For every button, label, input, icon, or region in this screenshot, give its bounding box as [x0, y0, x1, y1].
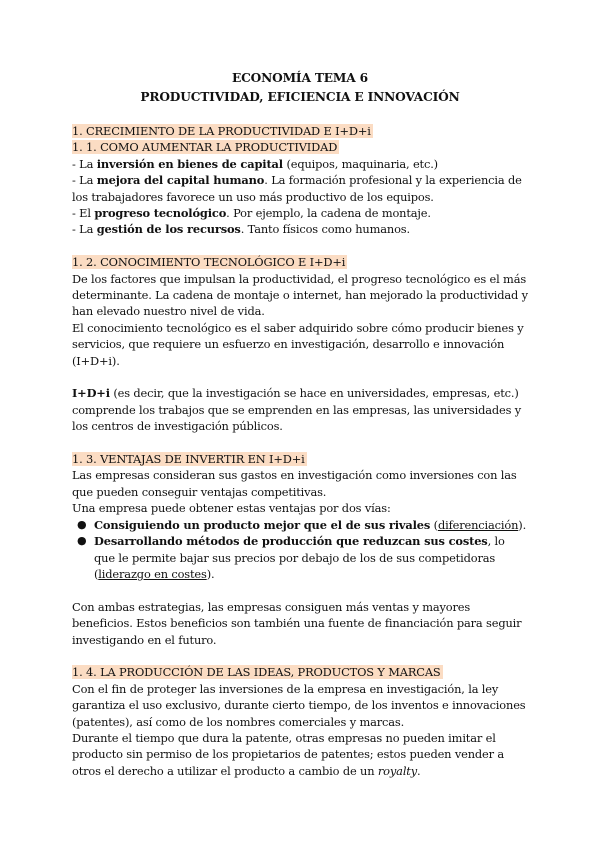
subsection-heading: 1. 2. CONOCIMIENTO TECNOLÓGICO E I+D+i — [72, 255, 346, 270]
section-heading: 1. CRECIMIENTO DE LA PRODUCTIVIDAD E I+D+i — [72, 124, 371, 138]
paragraph: Durante el tiempo que dura la patente, otras empresas no pueden imitar el producto sin permiso de los propietarios de patentes; estos pueden vender a otros el derecho a utilizar el producto a cambio de un royalty. — [72, 730, 505, 778]
paragraph: Con ambas estrategias, las empresas consiguen más ventas y mayores beneficios. Estos beneficios son también una fuente de financiación para seguir investigando en el futuro. — [72, 599, 522, 647]
section-2 — [72, 254, 528, 434]
paragraph: De los factores que impulsan la productividad, el progreso tecnológico es el más determinante. La cadena de montaje o internet, han mejorado la productividad y han elevado nuestro nivel de vida. — [72, 271, 528, 319]
subsection-heading: 1. 1. COMO AUMENTAR LA PRODUCTIVIDAD — [72, 140, 338, 155]
paragraph: El conocimiento tecnológico es el saber adquirido sobre cómo producir bienes y servicios, que requiere un esfuerzo en investigación, desarrollo e innovación (I+D+i). — [72, 320, 524, 368]
bullet-icon: ● — [77, 534, 87, 548]
paragraph: I+D+i (es decir, que la investigación se hace en universidades, empresas, etc.) comprende los trabajos que se emprenden en las empresas, las universidades y los centros de investigación públicos. — [72, 386, 522, 434]
subsection-heading: 1. 3. VENTAJAS DE INVERTIR EN I+D+i — [72, 452, 305, 467]
section-3 — [72, 451, 528, 648]
list-item: - La inversión en bienes de capital (equipos, maquinaria, etc.) — [72, 156, 438, 171]
list-item: - El progreso tecnológico. Por ejemplo, la cadena de montaje. — [72, 206, 431, 221]
bullet-icon: ● — [77, 517, 87, 531]
list-item: - La mejora del capital humano. La formación profesional y la experiencia de los trabajadores favorece un uso más productivo de los equipos. — [72, 173, 522, 204]
list-item: - La gestión de los recursos. Tanto físicos como humanos. — [72, 222, 410, 237]
paragraph: Una empresa puede obtener estas ventajas por dos vías: — [72, 501, 391, 516]
paragraph: Las empresas consideran sus gastos en investigación como inversiones con las que pueden conseguir ventajas competitivas. — [72, 468, 517, 499]
document-subtitle: PRODUCTIVIDAD, EFICIENCIA E INNOVACIÓN — [140, 90, 460, 104]
paragraph: Con el fin de proteger las inversiones de la empresa en investigación, la ley garantiza el uso exclusivo, durante cierto tiempo, de los inventos e innovaciones (patentes), así como de los nombres comerciales y marcas. — [72, 681, 526, 729]
list-item: ● Desarrollando métodos de producción que reduzcan sus costes, lo que le permite bajar sus precios por debajo de los de sus competidoras (liderazgo en costes). — [77, 534, 505, 581]
subsection-heading: 1. 4. LA PRODUCCIÓN DE LAS IDEAS, PRODUCTOS Y MARCAS — [72, 665, 441, 680]
document-title: ECONOMÍA TEMA 6 — [231, 71, 369, 85]
list-item: ● Consiguiendo un producto mejor que el de sus rivales (diferenciación). — [77, 517, 527, 532]
section-4 — [72, 664, 528, 779]
section-1 — [72, 123, 528, 238]
bullet-list — [72, 517, 528, 583]
